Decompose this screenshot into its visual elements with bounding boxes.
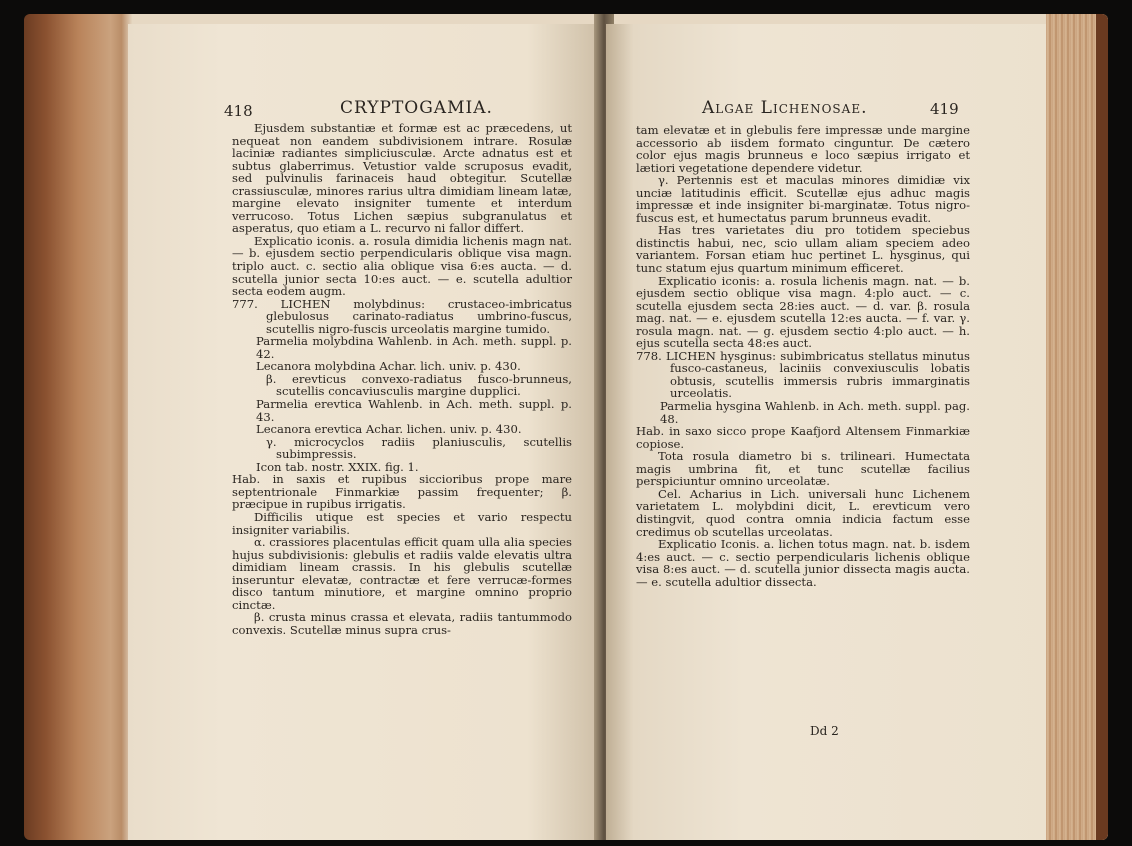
running-head-left: CRYPTOGAMIA. (340, 98, 493, 118)
paragraph: Icon tab. nostr. XXIX. fig. 1. (256, 459, 419, 474)
paragraph: α. crassiores placentulas efficit quam ulla alia species hujus subdivisionis: glebulis et radiis valde elevatis ultra dimidiam lineam crassis. In his glebulis scutellæ inseruntur elevatæ, contractæ et fere verrucæ-formes disco tantum minutiore, et margine omnino proprio cinctæ. (232, 535, 572, 612)
right-page (606, 24, 1064, 840)
paragraph: 777. LICHEN molybdinus: crustaceo-imbricatus glebulosus carinato-radiatus umbrino-fuscus, scutellis nigro-fuscis urceolatis margine tumido. (232, 296, 572, 336)
left-page (128, 24, 598, 840)
paragraph: Has tres varietates diu pro totidem speciebus distinctis habui, nec, scio ullam aliam speciem adeo variantem. Forsan etiam huc pertinet L. hysginus, qui tunc statum ejus quartum minimum efficeret. (636, 223, 970, 276)
paragraph: Difficilis utique est species et vario respectu insigniter variabilis. (232, 509, 572, 537)
paragraph: Parmelia molybdina Wahlenb. in Ach. meth. suppl. p. 42. (256, 334, 572, 361)
paragraph: Lecanora erevtica Achar. lichen. univ. p. 430. (256, 422, 522, 437)
paragraph: Parmelia erevtica Wahlenb. in Ach. meth. suppl. p. 43. (256, 397, 572, 424)
paragraph: Explicatio iconis: a. rosula lichenis magn. nat. — b. ejusdem sectio oblique visa magn. 4:plo auct. — c. scutella ejusdem secta 28:ies auct. — d. var. β. rosula mag. nat. — e. ejusdem scutella 12:es aucta. — f. var. γ. rosula magn. nat. — g. ejusdem sectio 4:plo auct. — h. ejus scutella secta 48:es auct. (636, 273, 970, 351)
paragraph: Lecanora molybdina Achar. lich. univ. p. 430. (256, 359, 521, 374)
paragraph: tam elevatæ et in glebulis fere impressæ unde margine accessorio ab iisdem formato cinguntur. De cætero color ejus magis brunneus e loco sæpius irrigato et lætiori vegetatione dependere videtur. (636, 123, 970, 175)
page-edges (1046, 14, 1108, 840)
book-spread (24, 14, 1108, 840)
paragraph: 778. LICHEN hysginus: subimbricatus stellatus minutus fusco-castaneus, laciniis convexiusculis lobatis obtusis, scutellis immersis rubris immarginatis urceolatis. (636, 348, 970, 401)
paragraph: γ. Pertennis est et maculas minores dimidiæ vix unciæ latitudinis efficit. Scutellæ ejus adhuc magis impressæ et inde insigniter bi-marginatæ. Totus nigro-fuscus est, et humectatus parum brunneus evadit. (636, 173, 970, 225)
paragraph: Explicatio iconis. a. rosula dimidia lichenis magn nat. — b. ejusdem sectio perpendicularis oblique visa magn. triplo auct. c. sectio alia oblique visa 6:es aucta. — d. scutella junior secta 10:es auct. — e. scutella adultior secta eodem augm. (232, 233, 572, 299)
paragraph: Parmelia hysgina Wahlenb. in Ach. meth. suppl. pag. 48. (660, 399, 970, 426)
paragraph: β. erevticus convexo-radiatus fusco-brunneus, scutellis concaviusculis margine dupplici. (266, 371, 572, 399)
paragraph: Tota rosula diametro bi s. trilineari. Humectata magis umbrina fit, et tunc scutellæ facilius perspiciuntur omnino urceolatæ. (636, 449, 970, 489)
paragraph: Hab. in saxis et rupibus siccioribus prope mare septentrionale Finmarkiæ passim frequenter; β. præcipue in rupibus irrigatis. (232, 472, 572, 512)
paragraph: Ejusdem substantiæ et formæ est ac præcedens, ut nequeat non eandem subdivisionem intrare. Rosulæ laciniæ radiantes simpliciusculæ. Arcte adnatus est et subtus glaberrimus. Vetustior valde scruposus evadit, sed pulvinulis farinaceis haud obtegitur. Scutellæ crassiusculæ, minores rarius ultra dimidiam lineam latæ, margine elevato insigniter tumente et interdum verrucoso. Totus Lichen sæpius subgranulatus et asperatus, quo etiam a L. recurvo ni fallor differt. (232, 121, 572, 236)
running-head-right: Algae Lichenosae. (702, 98, 868, 118)
paragraph: Hab. in saxo sicco prope Kaafjord Altensem Finmarkiæ copiose. (636, 424, 970, 451)
signature-mark: Dd 2 (810, 724, 839, 738)
right-page-text (636, 124, 970, 588)
paragraph: β. crusta minus crassa et elevata, radiis tantummodo convexis. Scutellæ minus supra crus- (232, 610, 572, 637)
paragraph: γ. microcyclos radiis planiusculis, scutellis subimpressis. (266, 434, 572, 462)
paragraph: Explicatio Iconis. a. lichen totus magn. nat. b. isdem 4:es auct. — c. sectio perpendicularis lichenis oblique visa 8:es auct. — d. scutella junior dissecta magis aucta. — e. scutella adultior dissecta. (636, 537, 970, 589)
page-number-right: 419 (930, 100, 959, 118)
left-page-text (232, 122, 572, 636)
paragraph: Cel. Acharius in Lich. universali hunc Lichenem varietatem L. molybdini dicit, L. erevticum vero distingvit, quod contra omnia indicia factum esse credimus ob scutellas urceolatas. (636, 486, 970, 539)
page-number-left: 418 (224, 102, 253, 120)
